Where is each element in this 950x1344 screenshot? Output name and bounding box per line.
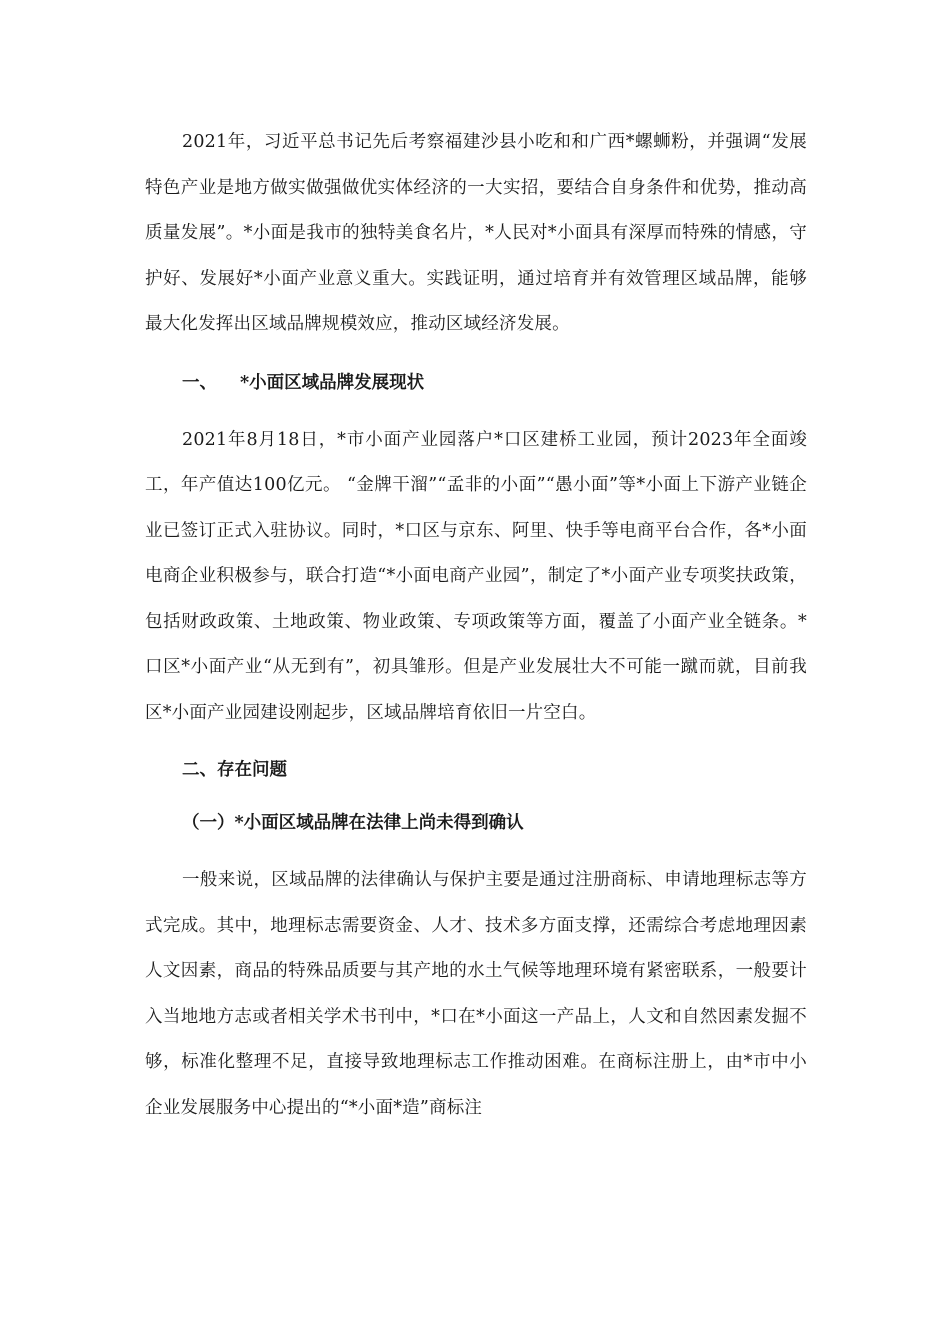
section1-paragraph: 2021年8月18日，*市小面产业园落户*口区建桥工业园，预计2023年全面竣工，年产值达100亿元。 “金牌干溜”“孟非的小面”“愚小面”等*小面上下游产业链企业已签订正式入驻协议。同时，*口区与京东、阿里、快手等电商平台合作，各*小面电商企业积极参与，联合打造“*小面电商产业园”，制定了*小面产业专项奖扶政策，包括财政政策、土地政策、物业政策、专项政策等方面，覆盖了小面产业全链条。*口区*小面产业“从无到有”，初具雏形。但是产业发展壮大不可能一蹴而就，目前我区*小面产业园建设刚起步，区域品牌培育依旧一片空白。 <box>145 429 807 723</box>
section-number-1: 一、 <box>182 372 217 393</box>
intro-paragraph: 2021年，习近平总书记先后考察福建沙县小吃和和广西*螺蛳粉，并强调“发展特色产业是地方做实做强做优实体经济的一大实招，要结合自身条件和优势，推动高质量发展”。*小面是我市的独特美食名片，*人民对*小面具有深厚而特殊的情感，守护好、发展好*小面产业意义重大。实践证明，通过培育并有效管理区域品牌，能够最大化发挥出区域品牌规模效应，推动区域经济发展。 <box>145 132 807 334</box>
subsection-heading-1: （一）*小面区域品牌在法律上尚未得到确认 <box>182 813 524 833</box>
subsection1-paragraph: 一般来说，区域品牌的法律确认与保护主要是通过注册商标、申请地理标志等方式完成。其中，地理标志需要资金、人才、技术多方面支撑，还需综合考虑地理因素人文因素，商品的特殊品质要与其产地的水土气候等地理环境有紧密联系，一般要计入当地地方志或者相关学术书刊中，*口在*小面这一产品上，人文和自然因素发掘不够，标准化整理不足，直接导致地理标志工作推动困难。在商标注册上，由*市中小企业发展服务中心提出的“*小面*造”商标注 <box>145 870 807 1118</box>
section-heading-2: 二、存在问题 <box>182 760 287 780</box>
section-title-1: *小面区域品牌发展现状 <box>240 372 425 393</box>
section-heading-1 <box>145 361 807 406</box>
document-page <box>145 120 807 1131</box>
